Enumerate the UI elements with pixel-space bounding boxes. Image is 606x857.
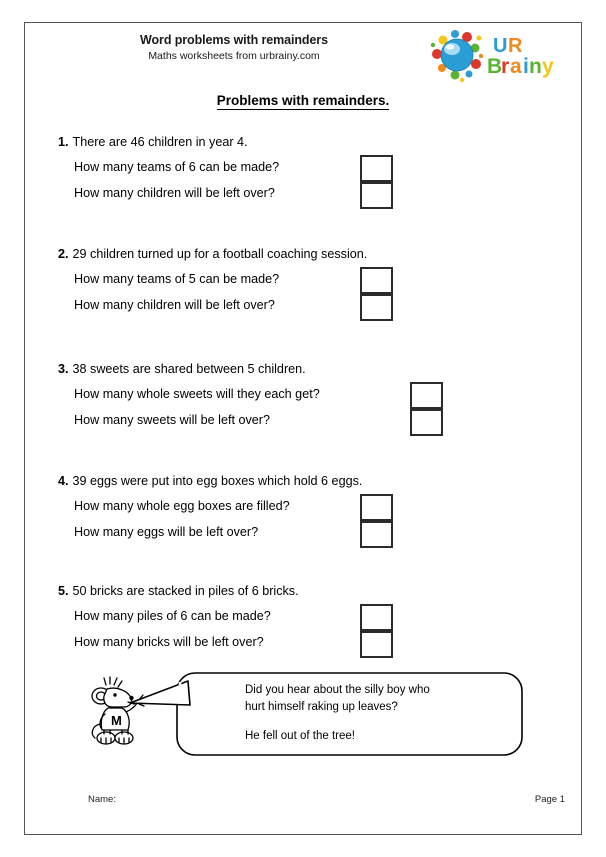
question-3-number: 3. xyxy=(58,362,69,376)
question-3-part-2 xyxy=(58,411,558,437)
answer-box-3a[interactable] xyxy=(410,382,443,409)
question-5-part-2-text: How many bricks will be left over? xyxy=(74,635,264,649)
worksheet-subtitle: Maths worksheets from urbrainy.com xyxy=(148,50,320,62)
answer-box-5b[interactable] xyxy=(360,631,393,658)
question-1-number: 1. xyxy=(58,135,69,149)
answer-box-3b[interactable] xyxy=(410,409,443,436)
mouse-shirt-letter: M xyxy=(111,713,122,728)
joke-line-1: Did you hear about the silly boy who xyxy=(245,684,430,696)
question-1-part-1 xyxy=(58,158,558,184)
question-3-stem xyxy=(58,360,558,378)
question-5-stem xyxy=(58,582,558,600)
answer-box-1b[interactable] xyxy=(360,182,393,209)
question-3-part-1-text: How many whole sweets will they each get? xyxy=(74,387,320,401)
logo-r-text: R xyxy=(508,35,523,57)
question-1-part-1-text: How many teams of 6 can be made? xyxy=(74,160,280,174)
header-titles xyxy=(24,32,444,64)
question-3-part-1 xyxy=(58,385,558,411)
question-5-number: 5. xyxy=(58,584,69,598)
svg-text:B: B xyxy=(487,55,503,78)
question-4-part-2 xyxy=(58,523,558,549)
question-1-part-2-text: How many children will be left over? xyxy=(74,186,275,200)
joke-text xyxy=(245,682,510,745)
worksheet-header xyxy=(24,32,582,88)
question-1-stem xyxy=(58,133,558,151)
question-2-stem xyxy=(58,245,558,263)
question-5-part-2 xyxy=(58,633,558,659)
question-4-part-2-text: How many eggs will be left over? xyxy=(74,525,259,539)
question-5-stem-text: 50 bricks are stacked in piles of 6 bricks. xyxy=(72,584,299,598)
joke-line-3: He fell out of the tree! xyxy=(245,730,355,742)
question-2-part-1-text: How many teams of 5 can be made? xyxy=(74,272,280,286)
question-4-part-1-text: How many whole egg boxes are filled? xyxy=(74,499,290,513)
joke-section xyxy=(70,668,540,768)
answer-box-4a[interactable] xyxy=(360,494,393,521)
answer-box-2b[interactable] xyxy=(360,294,393,321)
question-5-part-1 xyxy=(58,607,558,633)
question-3-part-2-text: How many sweets will be left over? xyxy=(74,413,270,427)
logo-brainy-text xyxy=(487,55,554,78)
answer-box-1a[interactable] xyxy=(360,155,393,182)
question-4 xyxy=(58,472,558,549)
question-4-stem xyxy=(58,472,558,490)
question-1 xyxy=(58,133,558,210)
page-title-text: Problems with remainders. xyxy=(216,93,390,108)
question-5-part-1-text: How many piles of 6 can be made? xyxy=(74,609,271,623)
question-4-number: 4. xyxy=(58,474,69,488)
worksheet-title: Word problems with remainders xyxy=(140,33,328,47)
question-2 xyxy=(58,245,558,322)
question-3 xyxy=(58,360,558,437)
svg-text:i: i xyxy=(523,55,529,78)
urbrainy-logo xyxy=(429,28,569,86)
svg-text:y: y xyxy=(542,55,554,78)
question-4-stem-text: 39 eggs were put into egg boxes which hold 6 eggs. xyxy=(72,474,363,488)
name-label: Name: xyxy=(88,794,116,805)
svg-text:r: r xyxy=(501,55,510,78)
question-2-part-2 xyxy=(58,296,558,322)
question-1-part-2 xyxy=(58,184,558,210)
question-3-stem-text: 38 sweets are shared between 5 children. xyxy=(72,362,306,376)
question-2-stem-text: 29 children turned up for a football coaching session. xyxy=(72,247,368,261)
question-4-part-1 xyxy=(58,497,558,523)
joke-line-2: hurt himself raking up leaves? xyxy=(245,701,398,713)
question-2-part-2-text: How many children will be left over? xyxy=(74,298,275,312)
answer-box-2a[interactable] xyxy=(360,267,393,294)
page-title xyxy=(24,93,582,108)
answer-box-4b[interactable] xyxy=(360,521,393,548)
question-1-stem-text: There are 46 children in year 4. xyxy=(72,135,248,149)
question-2-number: 2. xyxy=(58,247,69,261)
page-number: Page 1 xyxy=(534,794,565,805)
logo-sphere xyxy=(441,39,473,71)
question-5 xyxy=(58,582,558,659)
question-2-part-1 xyxy=(58,270,558,296)
answer-box-5a[interactable] xyxy=(360,604,393,631)
logo-ur-text: U xyxy=(493,35,508,57)
svg-text:a: a xyxy=(510,55,522,78)
svg-text:n: n xyxy=(529,55,542,78)
